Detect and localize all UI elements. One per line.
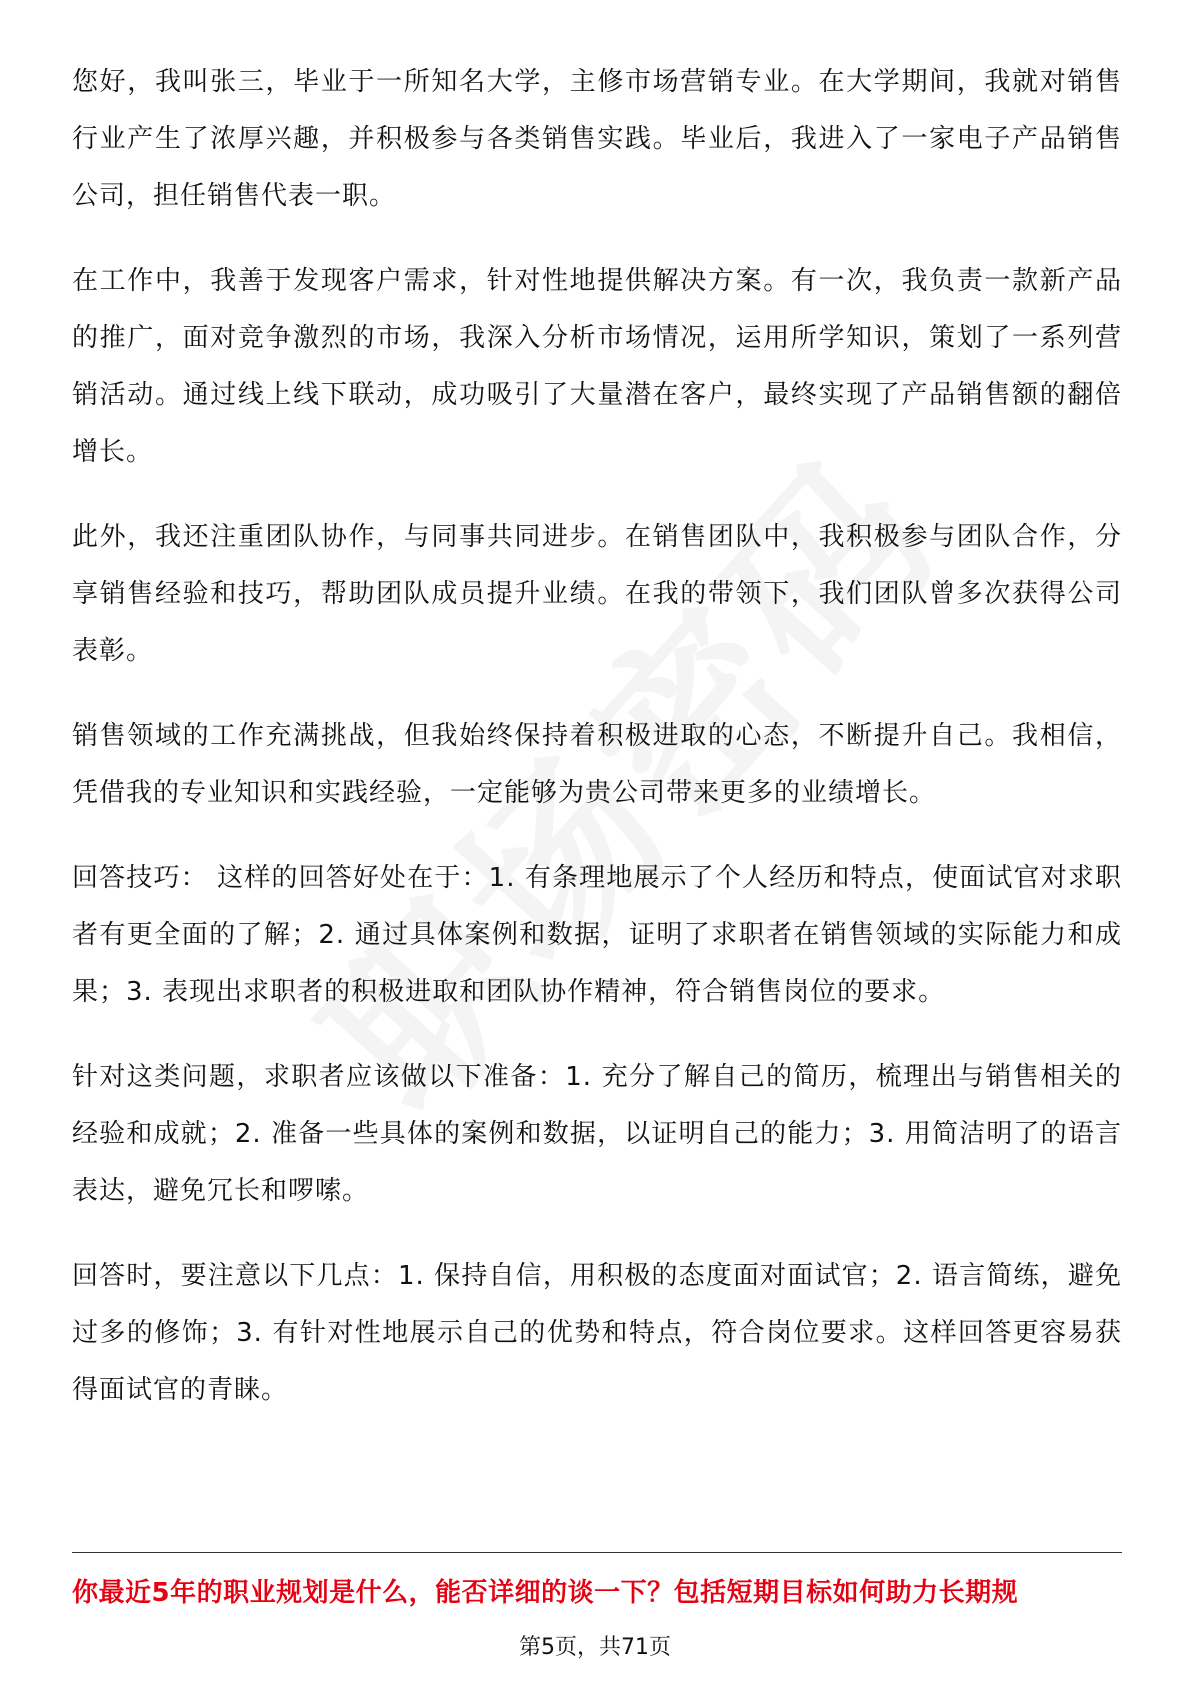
next-question-heading: 你最近5年的职业规划是什么，能否详细的谈一下？包括短期目标如何助力长期规 xyxy=(72,1578,1019,1608)
paragraph-teamwork: 此外，我还注重团队协作，与同事共同进步。在销售团队中，我积极参与团队合作，分享销售经验和技巧，帮助团队成员提升业绩。在我的带领下，我们团队曾多次获得公司表彰。 xyxy=(72,522,1122,666)
paragraph-preparation: 针对这类问题，求职者应该做以下准备：1. 充分了解自己的简历，梳理出与销售相关的经验和成就；2. 准备一些具体的案例和数据，以证明自己的能力；3. 用简洁明了的语言表达，避免冗长和啰嗦。 xyxy=(72,1062,1122,1206)
paragraph-answer-notes: 回答时，要注意以下几点：1. 保持自信，用积极的态度面对面试官；2. 语言简练，避免过多的修饰；3. 有针对性地展示自己的优势和特点，符合岗位要求。这样回答更容易获得面试官的青睐。 xyxy=(72,1261,1122,1405)
page-number: 第5页，共71页 xyxy=(519,1635,671,1660)
section-divider xyxy=(72,1552,1122,1553)
paragraph-intro: 您好，我叫张三，毕业于一所知名大学，主修市场营销专业。在大学期间，我就对销售行业产生了浓厚兴趣，并积极参与各类销售实践。毕业后，我进入了一家电子产品销售公司，担任销售代表一职。 xyxy=(72,67,1122,211)
document-body xyxy=(72,54,1122,1447)
paragraph-closing: 销售领域的工作充满挑战，但我始终保持着积极进取的心态，不断提升自己。我相信，凭借我的专业知识和实践经验，一定能够为贵公司带来更多的业绩增长。 xyxy=(72,721,1122,808)
paragraph-answer-tips: 回答技巧： 这样的回答好处在于：1. 有条理地展示了个人经历和特点，使面试官对求职者有更全面的了解；2. 通过具体案例和数据，证明了求职者在销售领域的实际能力和成果；3. 表现出求职者的积极进取和团队协作精神，符合销售岗位的要求。 xyxy=(72,863,1122,1007)
paragraph-work-experience: 在工作中，我善于发现客户需求，针对性地提供解决方案。有一次，我负责一款新产品的推广，面对竞争激烈的市场，我深入分析市场情况，运用所学知识，策划了一系列营销活动。通过线上线下联动，成功吸引了大量潜在客户，最终实现了产品销售额的翻倍增长。 xyxy=(72,266,1122,467)
